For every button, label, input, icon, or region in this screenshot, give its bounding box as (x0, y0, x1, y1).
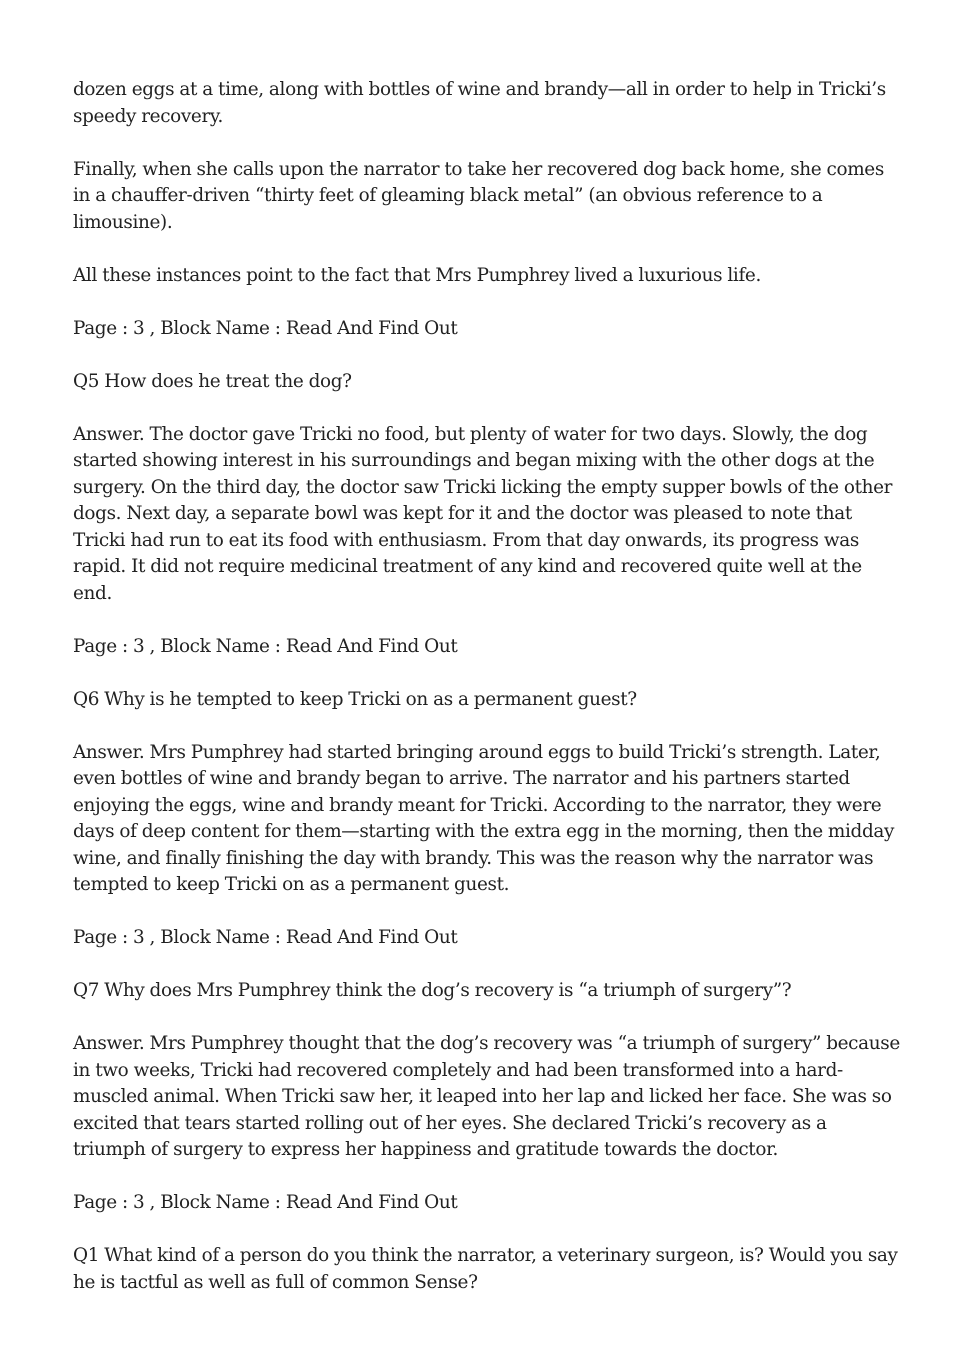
block-label: Page : 3 , Block Name : Read And Find Out (73, 635, 458, 657)
question-q5: Q5 How does he treat the dog? (73, 370, 352, 392)
block-label: Page : 3 , Block Name : Read And Find Out (73, 1192, 458, 1213)
question-q7: Q7 Why does Mrs Pumphrey think the dog’s recovery is “a triumph of surgery”? (73, 980, 792, 1001)
answer-q5: Answer. The doctor gave Tricki no food, but plenty of water for two days. Slowly, the dog started showing interest in his surroundings and began mixing with the other dogs at the surgery. On the third day, the doctor saw Tricki licking the empty supper bowls of the other dogs. Next day, a separate bowl was kept for it and the doctor was pleased to note that Tricki had run to eat its food with enthusiasm. From that day onwards, its progress was rapid. It did not require medicinal treatment of any kind and recovered quite well at the end. (73, 423, 893, 604)
paragraph-conclusion: All these instances point to the fact that Mrs Pumphrey lived a luxurious life. (73, 264, 761, 286)
question-q6: Q6 Why is he tempted to keep Tricki on as a permanent guest? (73, 688, 637, 710)
document-page (73, 77, 903, 1323)
answer-q7: Answer. Mrs Pumphrey thought that the dog’s recovery was “a triumph of surgery” because in two weeks, Tricki had recovered completely and had been transformed into a hard-muscled animal. When Tricki saw her, it leaped into her lap and licked her face. She was so excited that tears started rolling out of her eyes. She declared Tricki’s recovery as a triumph of surgery to express her happiness and gratitude towards the doctor. (73, 1033, 900, 1160)
block-label: Page : 3 , Block Name : Read And Find Out (73, 927, 458, 948)
block-label: Page : 3 , Block Name : Read And Find Out (73, 317, 458, 339)
paragraph-intro-continuation: dozen eggs at a time, along with bottles of wine and brandy—all in order to help in Tricki’s speedy recovery. (73, 79, 886, 127)
answer-q6: Answer. Mrs Pumphrey had started bringing around eggs to build Tricki’s strength. Later, even bottles of wine and brandy began to arrive. The narrator and his partners started enjoying the eggs, wine and brandy meant for Tricki. According to the narrator, they were days of deep content for them—starting with the extra egg in the morning, then the midday wine, and finally finishing the day with brandy. This was the reason why the narrator was tempted to keep Tricki on as a permanent guest. (73, 741, 895, 895)
question-q1: Q1 What kind of a person do you think the narrator, a veterinary surgeon, is? Would you say he is tactful as well as full of common Sense? (73, 1245, 898, 1293)
paragraph-limousine: Finally, when she calls upon the narrator to take her recovered dog back home, she comes in a chauffer-driven “thirty feet of gleaming black metal” (an obvious reference to a limousine). (73, 158, 884, 233)
